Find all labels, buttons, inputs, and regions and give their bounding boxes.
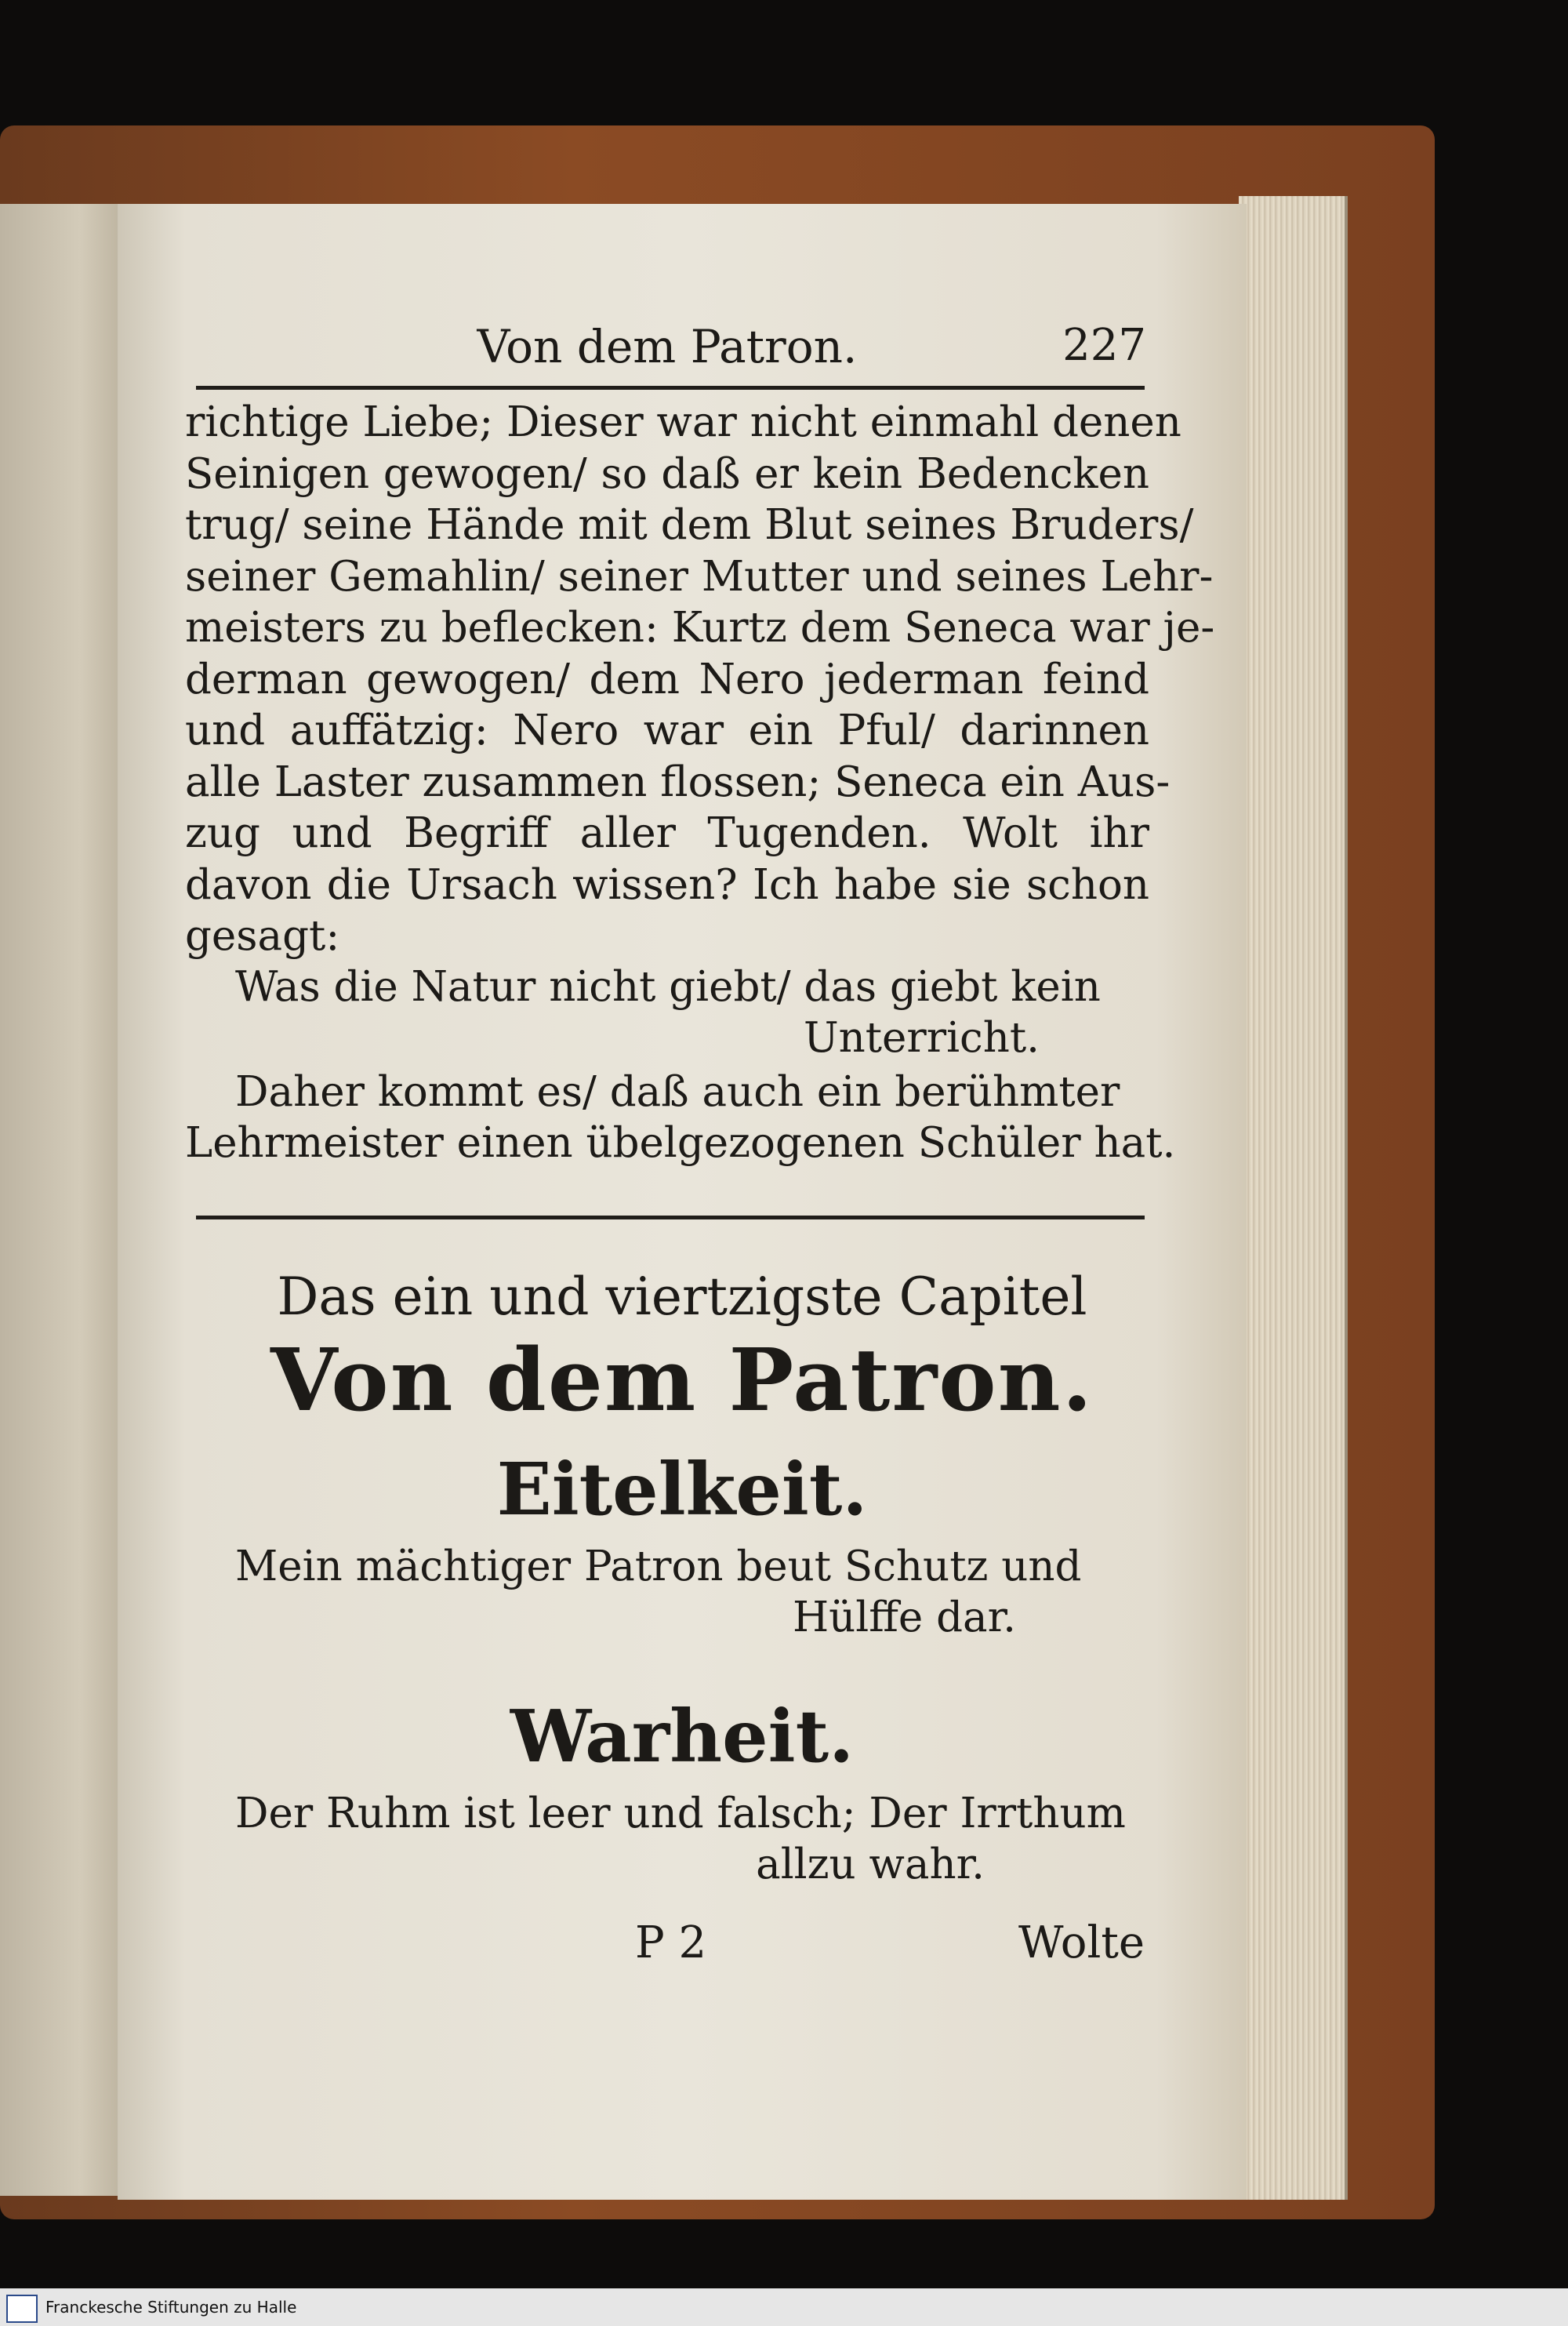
closing-paragraph xyxy=(235,1067,1149,1118)
text-line: seiner Gemahlin/ seiner Mutter und seines Lehr- xyxy=(185,552,1214,601)
verse-line: Der Ruhm ist leer und falsch; Der Irrthum xyxy=(235,1790,1126,1837)
speaker-eitelkeit: Eitelkeit. xyxy=(496,1447,868,1532)
verse-line: Unterricht. xyxy=(803,1014,1040,1062)
page-number: 227 xyxy=(1062,320,1146,371)
verse-line: Mein mächtiger Patron beut Schutz und xyxy=(235,1543,1082,1590)
closing-paragraph-line xyxy=(185,1118,1176,1168)
page-edges xyxy=(1239,196,1348,2200)
running-head: Von dem Patron. xyxy=(477,320,858,373)
chapter-heading: Das ein und viertzigste Capitel xyxy=(277,1267,1087,1327)
text-line: davon die Ursach wissen? Ich habe sie schon xyxy=(185,860,1149,909)
text-line: zug und Begriff aller Tugenden. Wolt ihr xyxy=(185,809,1149,857)
text-line: meisters zu beflecken: Kurtz dem Seneca war je- xyxy=(185,604,1215,652)
verse-line: Hülffe dar. xyxy=(792,1594,1016,1641)
text-line: alle Laster zusammen flossen; Seneca ein Aus- xyxy=(185,758,1171,806)
section-rule xyxy=(196,1216,1145,1219)
chapter-title: Von dem Patron. xyxy=(270,1329,1094,1430)
speaker-2-verse xyxy=(235,1788,1149,1890)
verse-line: Was die Natur nicht giebt/ das giebt kein xyxy=(235,963,1101,1011)
text-line: Seinigen gewogen/ so daß er kein Bedencken xyxy=(185,449,1149,498)
body-paragraph xyxy=(185,397,1215,962)
verse-line: allzu wahr. xyxy=(756,1841,985,1888)
text-line: Lehrmeister einen übelgezogenen Schüler hat. xyxy=(185,1119,1176,1167)
text-line: und auffätzig: Nero war ein Pful/ darinnen xyxy=(185,707,1149,754)
verse-quote xyxy=(235,961,1149,1063)
speaker-1-verse xyxy=(235,1541,1149,1643)
text-line: richtige Liebe; Dieser war nicht einmahl denen xyxy=(185,398,1181,446)
page-header xyxy=(188,320,1146,383)
text-line: Daher kommt es/ daß auch ein berühmter xyxy=(235,1068,1120,1116)
institution-name: Franckesche Stiftungen zu Halle xyxy=(45,2298,297,2317)
footer-bar xyxy=(0,2288,1568,2326)
header-rule xyxy=(196,386,1145,390)
text-line: gesagt: xyxy=(185,912,340,960)
speaker-warheit: Warheit. xyxy=(510,1694,855,1779)
institution-logo-icon xyxy=(6,2295,38,2323)
text-line: derman gewogen/ dem Nero jederman feind xyxy=(185,655,1149,703)
left-page-edge xyxy=(0,204,133,2196)
catchword: Wolte xyxy=(1018,1917,1145,1968)
signature-mark: P 2 xyxy=(635,1917,707,1968)
book-page xyxy=(118,204,1247,2200)
text-line: trug/ seine Hände mit dem Blut seines Bruders/ xyxy=(185,501,1194,549)
